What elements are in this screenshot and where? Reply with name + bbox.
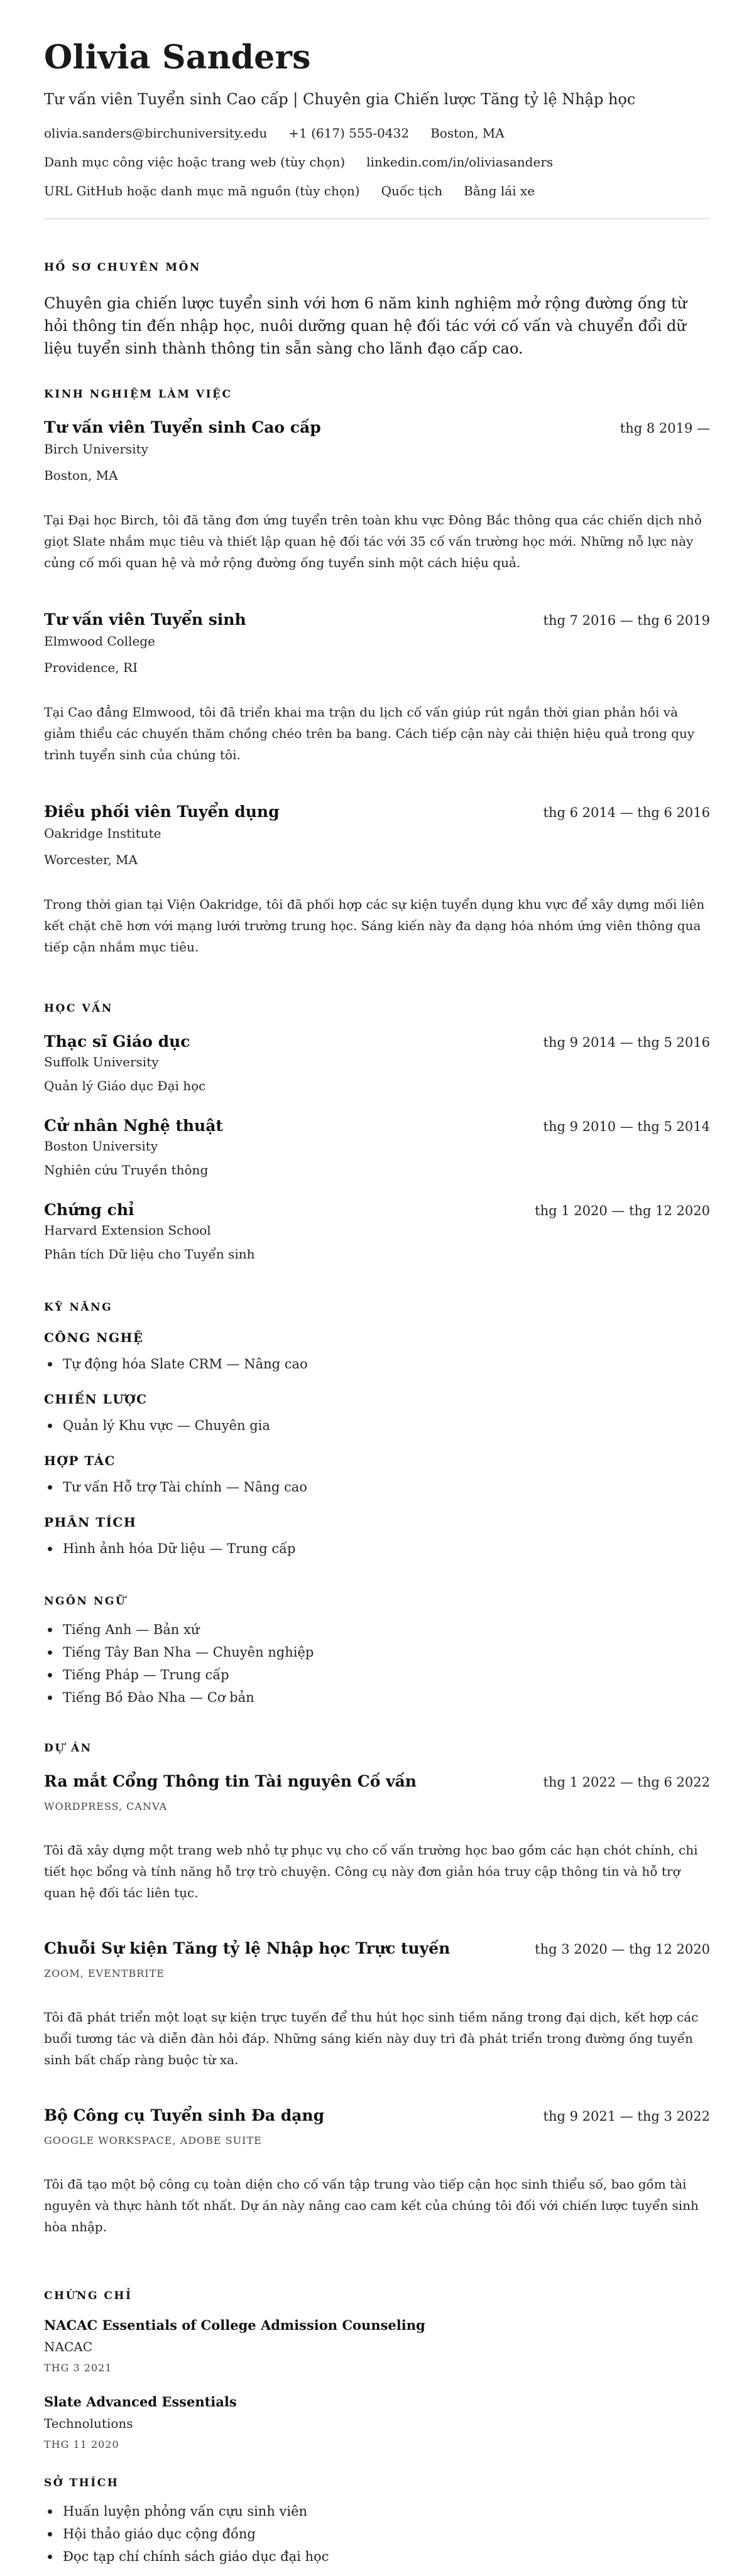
education-date: thg 9 2014 — thg 5 2016 (543, 1035, 710, 1050)
experience-org: Elmwood College (44, 634, 155, 649)
project-description: Tôi đã tạo một bộ công cụ toàn diện cho cố vấn tập trung vào tiếp cận học sinh thiểu số, bao gồm tài nguyên và thực hành tốt nhất. Dự án này nâng cao cam kết của chúng tôi đối với chiến lược tuyển sinh hòa nhập. (44, 2177, 699, 2234)
experience-location: Providence, RI (44, 660, 138, 675)
candidate-name: Olivia Sanders (44, 38, 311, 77)
summary-section (44, 262, 710, 360)
certification-item (44, 2319, 710, 2373)
contact-row-1 (44, 127, 710, 139)
license-text: Bằng lái xe (464, 183, 535, 198)
skill-list (44, 1414, 710, 1437)
education-item (44, 1034, 710, 1092)
certification-name: NACAC Essentials of College Admission Counseling (44, 2317, 425, 2333)
phone-text: +1 (617) 555-0432 (288, 126, 410, 141)
project-name: Bộ Công cụ Tuyển sinh Đa dạng (44, 2106, 325, 2124)
interest-item: Đọc tạp chí chính sách giáo dục đại học (60, 2545, 710, 2568)
section-title-summary: HỒ SƠ CHUYÊN MÔN (44, 261, 201, 274)
project-description: Tôi đã xây dựng một trang web nhỏ tự phục vụ cho cố vấn trường học bao gồm các hạn chót chính, chi tiết học bổng và tính năng hỗ trợ trò chuyện. Công cụ này đơn giản hóa truy cập thông tin và hỗ trợ quan hệ đối tác liên tục. (44, 1843, 698, 1900)
language-item: Tiếng Pháp — Trung cấp (60, 1664, 710, 1686)
certification-name: Slate Advanced Essentials (44, 2394, 237, 2410)
education-field: Phân tích Dữ liệu cho Tuyển sinh (44, 1247, 255, 1262)
headline: Tư vấn viên Tuyển sinh Cao cấp | Chuyên gia Chiến lược Tăng tỷ lệ Nhập học (44, 90, 636, 108)
education-field: Nghiên cứu Truyền thông (44, 1162, 209, 1177)
skill-list (44, 1537, 710, 1560)
education-item (44, 1202, 710, 1260)
project-description: Tôi đã phát triển một loạt sự kiện trực tuyến để thu hút học sinh tiềm năng trong đại dịch, kết hợp các buổi tương tác và diễn đàn hỏi đáp. Những sáng kiến này duy trì đà phát triển trong đường ống tuyển sinh bất chấp ràng buộc từ xa. (44, 2010, 699, 2067)
github-text: URL GitHub hoặc danh mục mã nguồn (tùy chọn) (44, 183, 360, 198)
linkedin-text: linkedin.com/in/oliviasanders (366, 154, 554, 170)
experience-org: Birch University (44, 441, 148, 457)
certification-org: Technolutions (44, 2416, 133, 2431)
languages-section (44, 1596, 710, 1709)
education-item (44, 1118, 710, 1176)
skill-group (44, 1454, 710, 1498)
certification-org: NACAC (44, 2339, 92, 2354)
project-date: thg 9 2021 — thg 3 2022 (543, 2109, 710, 2124)
project-tech: WORDPRESS, CANVA (44, 1800, 167, 1812)
experience-item (44, 419, 710, 573)
education-school: Harvard Extension School (44, 1223, 211, 1238)
education-date: thg 1 2020 — thg 12 2020 (535, 1203, 710, 1218)
project-date: thg 3 2020 — thg 12 2020 (535, 1942, 710, 1957)
certification-item (44, 2395, 710, 2450)
interest-list (44, 2500, 710, 2568)
project-date: thg 1 2022 — thg 6 2022 (543, 1775, 710, 1790)
contact-row-2 (44, 156, 710, 168)
experience-location: Boston, MA (44, 468, 118, 483)
portfolio-text: Danh mục công việc hoặc trang web (tùy chọn) (44, 154, 346, 170)
project-item (44, 1940, 710, 2070)
education-date: thg 9 2010 — thg 5 2014 (543, 1119, 710, 1134)
certification-date: THG 3 2021 (44, 2362, 112, 2374)
section-title-education: HỌC VẤN (44, 1002, 113, 1015)
interests-section (44, 2478, 710, 2568)
education-degree: Chứng chỉ (44, 1201, 134, 1219)
experience-item (44, 804, 710, 958)
interest-item: Huấn luyện phỏng vấn cựu sinh viên (60, 2500, 710, 2523)
nationality-text: Quốc tịch (381, 183, 443, 198)
experience-description: Tại Cao đẳng Elmwood, tôi đã triển khai ma trận du lịch cố vấn giúp rút ngắn thời gian phản hồi và giảm thiểu các chuyến thăm chồng chéo trên ba bang. Cách tiếp cận này cải thiện hiệu quả trong quy trình tuyển sinh của chúng tôi. (44, 705, 695, 762)
skill-group (44, 1393, 710, 1437)
project-name: Ra mắt Cổng Thông tin Tài nguyên Cố vấn (44, 1772, 417, 1790)
experience-item (44, 612, 710, 766)
summary-text: Chuyên gia chiến lược tuyển sinh với hơn 6 năm kinh nghiệm mở rộng đường ống từ hỏi thông tin đến nhập học, nuôi dưỡng quan hệ đối tác với cố vấn và chuyển đổi dữ liệu tuyển sinh thành thông tin sẵn sàng cho lãnh đạo cấp cao. (44, 295, 687, 357)
skill-item: Tư vấn Hỗ trợ Tài chính — Nâng cao (60, 1476, 710, 1498)
education-degree: Thạc sĩ Giáo dục (44, 1032, 190, 1051)
experience-date: thg 6 2014 — thg 6 2016 (543, 805, 710, 820)
project-name: Chuỗi Sự kiện Tăng tỷ lệ Nhập học Trực tuyến (44, 1939, 451, 1957)
experience-date: thg 8 2019 — (620, 421, 710, 436)
section-title-certifications: CHỨNG CHỈ (44, 2290, 133, 2302)
education-school: Suffolk University (44, 1054, 159, 1069)
language-list (44, 1618, 710, 1709)
project-item (44, 2108, 710, 2238)
skill-category: CÔNG NGHỆ (44, 1330, 144, 1345)
skill-item: Tự động hóa Slate CRM — Nâng cao (60, 1353, 710, 1375)
skill-list (44, 1476, 710, 1498)
skill-group (44, 1516, 710, 1560)
section-title-languages: NGÔN NGỮ (44, 1595, 127, 1608)
skill-category: CHIẾN LƯỢC (44, 1392, 148, 1407)
section-title-interests: SỞ THÍCH (44, 2477, 119, 2489)
skill-category: PHÂN TÍCH (44, 1515, 137, 1530)
experience-location: Worcester, MA (44, 852, 138, 867)
resume-header (0, 0, 754, 197)
language-item: Tiếng Tây Ban Nha — Chuyên nghiệp (60, 1641, 710, 1664)
skill-group (44, 1331, 710, 1375)
contact-row-3 (44, 185, 710, 197)
experience-date: thg 7 2016 — thg 6 2019 (543, 613, 710, 628)
project-tech: GOOGLE WORKSPACE, ADOBE SUITE (44, 2135, 262, 2146)
language-item: Tiếng Bồ Đào Nha — Cơ bản (60, 1686, 710, 1709)
education-degree: Cử nhân Nghệ thuật (44, 1117, 223, 1135)
experience-org: Oakridge Institute (44, 826, 161, 841)
section-title-experience: KINH NGHIỆM LÀM VIỆC (44, 388, 232, 401)
experience-role: Điều phối viên Tuyển dụng (44, 803, 280, 821)
language-item: Tiếng Anh — Bản xứ (60, 1618, 710, 1641)
email-text: olivia.sanders@birchuniversity.edu (44, 126, 268, 141)
education-field: Quản lý Giáo dục Đại học (44, 1078, 206, 1093)
experience-role: Tư vấn viên Tuyển sinh (44, 610, 246, 629)
experience-description: Tại Đại học Birch, tôi đã tăng đơn ứng tuyển trên toàn khu vực Đông Bắc thông qua các chiến dịch nhỏ giọt Slate nhắm mục tiêu và thiết lập quan hệ đối tác với 35 cố vấn trường học mới. Những nỗ lực này củng cố mối quan hệ và mở rộng đường ống tuyển sinh một cách hiệu quả. (44, 512, 702, 570)
skill-category: HỢP TÁC (44, 1453, 116, 1468)
skill-item: Quản lý Khu vực — Chuyên gia (60, 1414, 710, 1437)
skill-item: Hình ảnh hóa Dữ liệu — Trung cấp (60, 1537, 710, 1560)
education-school: Boston University (44, 1139, 158, 1154)
project-item (44, 1773, 710, 1903)
section-title-skills: KỸ NĂNG (44, 1301, 113, 1314)
certification-date: THG 11 2020 (44, 2438, 119, 2450)
section-title-projects: DỰ ÁN (44, 1742, 92, 1755)
interest-item: Hội thảo giáo dục cộng đồng (60, 2523, 710, 2545)
skill-list (44, 1353, 710, 1375)
experience-role: Tư vấn viên Tuyển sinh Cao cấp (44, 418, 321, 436)
experience-description: Trong thời gian tại Viện Oakridge, tôi đã phối hợp các sự kiện tuyển dụng khu vực để xây dựng mối liên kết chặt chẽ hơn với mạng lưới trường trung học. Sáng kiến này đa dạng hóa nhóm ứng viên thông qua tiếp cận nhắm mục tiêu. (44, 897, 705, 955)
project-tech: ZOOM, EVENTBRITE (44, 1967, 165, 1979)
location-text: Boston, MA (430, 126, 505, 141)
